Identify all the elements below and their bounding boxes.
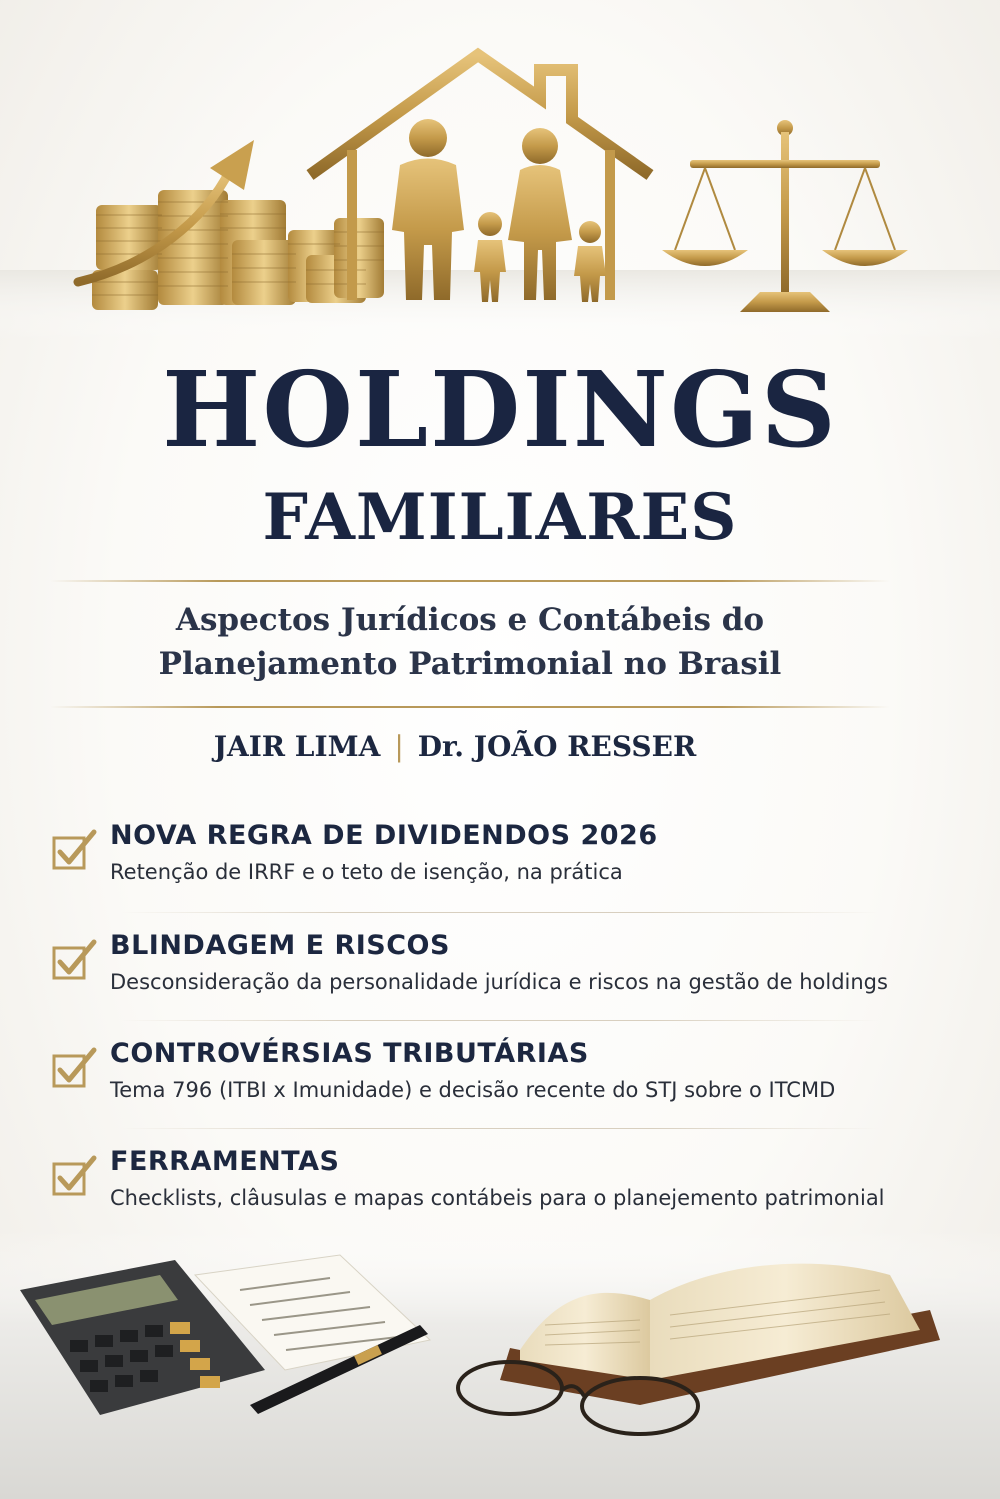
- feature-description: Checklists, clâusulas e mapas contábeis para o planejemento patrimonial: [110, 1186, 885, 1210]
- feature-description: Tema 796 (ITBI x Imunidade) e decisão recente do STJ sobre o ITCMD: [110, 1078, 836, 1102]
- book-subtitle-line2: Planejamento Patrimonial no Brasil: [158, 646, 782, 682]
- feature-item-dividendos: [50, 820, 930, 920]
- feature-item-blindagem: [50, 930, 930, 1030]
- book-subtitle-line1: Aspectos Jurídicos e Contábeis do: [175, 602, 765, 638]
- feature-title: NOVA REGRA DE DIVIDENDOS 2026: [110, 820, 658, 851]
- coin-stacks-icon: [92, 190, 384, 310]
- feature-title: CONTROVÉRSIAS TRIBUTÁRIAS: [110, 1038, 589, 1069]
- top-illustration: [0, 0, 1000, 340]
- author-name: JAIR LIMA: [213, 730, 381, 763]
- feature-item-controversias: [50, 1038, 930, 1138]
- checkbox-check-icon: [50, 826, 100, 874]
- bottom-illustration: [0, 1230, 1000, 1499]
- checkbox-check-icon: [50, 1152, 100, 1200]
- feature-description: Desconsideração da personalidade jurídica e riscos na gestão de holdings: [110, 970, 888, 994]
- book-title-main: HOLDINGS: [162, 348, 838, 471]
- book-title-secondary: FAMILIARES: [262, 480, 738, 555]
- authors-line: [0, 730, 910, 763]
- author-name: Dr. JOÃO RESSER: [417, 730, 697, 763]
- feature-description: Retenção de IRRF e o teto de isenção, na prática: [110, 860, 623, 884]
- feature-divider: [120, 1020, 880, 1021]
- feature-title: FERRAMENTAS: [110, 1146, 340, 1177]
- author-separator: |: [394, 730, 404, 763]
- divider-top: [50, 580, 890, 582]
- feature-divider: [120, 1128, 880, 1129]
- divider-bottom: [50, 706, 890, 708]
- checkbox-check-icon: [50, 1044, 100, 1092]
- feature-title: BLINDAGEM E RISCOS: [110, 930, 450, 961]
- checkbox-check-icon: [50, 936, 100, 984]
- feature-divider: [120, 912, 880, 913]
